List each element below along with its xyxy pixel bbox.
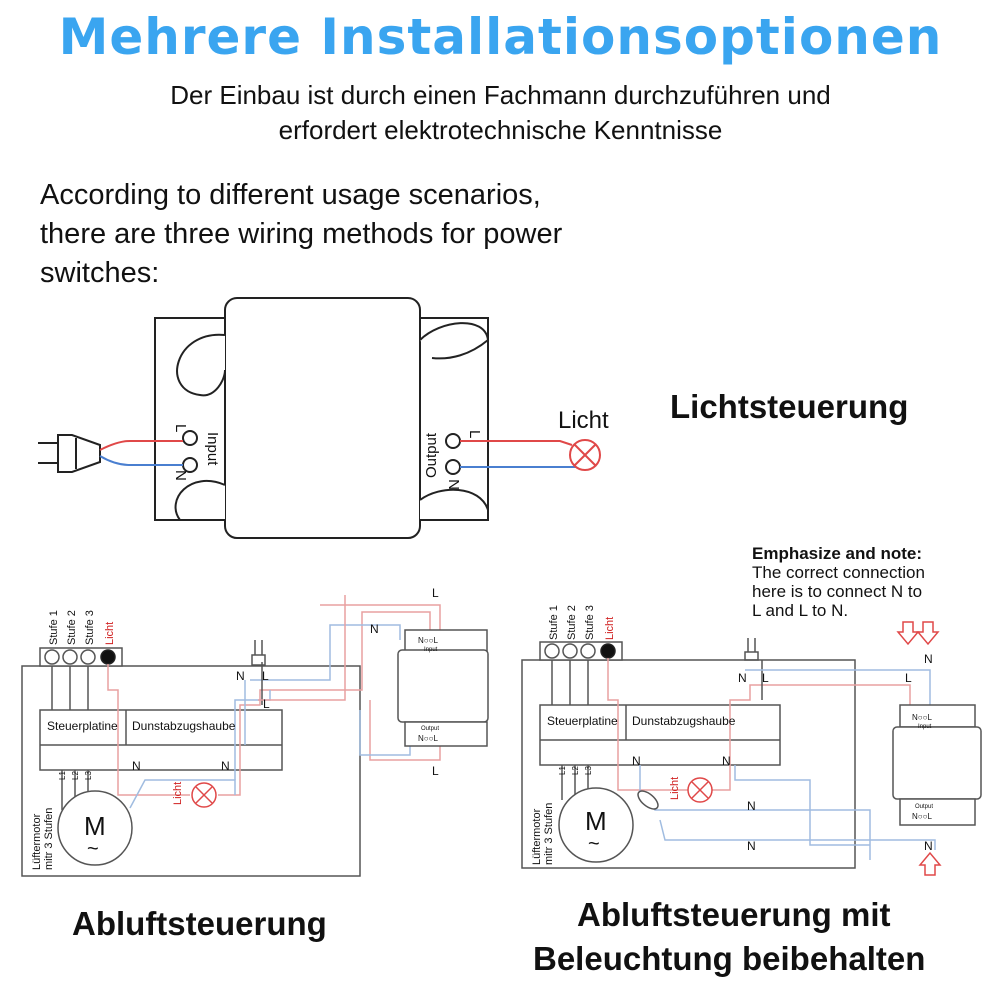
note-line-3: L and L to N. [752,601,849,620]
n-label-h: N [747,799,756,813]
down-arrow-icon [918,622,938,644]
l2-label-2: L2 [571,766,580,775]
heading-abluft-beleuchtung-2: Beleuchtung beibehalten [533,940,926,977]
intro-line-3: switches: [40,257,160,289]
l-label-top: L [432,586,439,600]
module-input-label: Input [424,647,438,653]
motor-tilde-2: ~ [588,833,600,855]
heading-abluftsteuerung: Abluftsteuerung [72,905,327,942]
switch-module-body [225,298,420,538]
stufe3-label-2: Stufe 3 [584,605,596,640]
licht-label-2: Licht [604,616,616,640]
n-label-f: N [632,754,641,768]
n-label-i: N [747,839,756,853]
module-output-terms-2: N○○L [912,812,932,821]
l-label-e: L [762,671,769,685]
note-line-2: here is to connect N to [752,582,923,601]
module-output-label: Output [421,726,440,732]
note-line-1: The correct connection [752,563,925,582]
n-label-top: N [924,652,933,666]
l1-label-2: L1 [558,766,567,775]
n-label-b: N [132,759,141,773]
n-label-c: N [221,759,230,773]
module-input-terms: N○○L [418,636,438,645]
input-n-label: N [172,470,189,481]
switch-module-small-2 [893,727,981,799]
lamp-icon [570,440,600,470]
subtitle-line-2: erfordert elektrotechnische Kenntnisse [278,115,723,145]
licht-terminal [101,650,115,664]
output-label: Output [423,432,440,478]
motor-label-2-2: mitr 3 Stufen [543,802,555,865]
lamp-label: Licht [558,407,609,434]
n-label-g: N [722,754,731,768]
n-label-d: N [370,622,379,636]
module-output-label-2: Output [915,804,934,810]
up-arrow-icon [920,853,940,875]
n-label-e: N [738,671,747,685]
module-output-terms: N○○L [418,734,438,743]
diagram-lichtsteuerung [155,298,488,538]
licht-lamp-label: Licht [172,781,184,805]
l1-label: L1 [58,771,67,780]
heading-lichtsteuerung: Lichtsteuerung [670,388,909,425]
board-label: Steuerplatine [47,719,118,733]
module-input-terms-2: N○○L [912,713,932,722]
intro-line-1: According to different usage scenarios, [40,179,541,211]
motor-symbol-2: M [585,806,607,836]
input-label: Input [204,432,221,466]
l-label-a: L [262,669,269,683]
stufe2-label: Stufe 2 [66,610,78,645]
note-title: Emphasize and note: [752,544,923,563]
intro-line-2: there are three wiring methods for power [40,218,563,250]
hood-label-2: Dunstabzugshaube [632,714,736,728]
motor-label-2: mitr 3 Stufen [43,807,55,870]
motor-label-1-2: Lüftermotor [531,808,543,865]
output-l-label: L [466,430,483,439]
down-arrow-icon [898,622,918,644]
hood-label: Dunstabzugshaube [132,719,236,733]
motor-symbol: M [84,811,106,841]
stufe2-label-2: Stufe 2 [566,605,578,640]
licht-terminal-2 [601,644,615,658]
module-input-label-2: Input [918,724,932,730]
l3-label: L3 [84,771,93,780]
licht-label: Licht [104,621,116,645]
power-plug-icon [38,435,100,472]
switch-module-small [398,650,488,722]
l2-label: L2 [71,771,80,780]
l-label-b: L [263,697,270,711]
stufe1-label: Stufe 1 [48,610,60,645]
input-l-label: L [172,424,189,433]
stufe3-label: Stufe 3 [84,610,96,645]
motor-label-1: Lüftermotor [31,813,43,870]
heading-abluft-beleuchtung-1: Abluftsteuerung mit [577,896,891,933]
n-label-bottom: N [924,839,933,853]
n-label-a: N [236,669,245,683]
page-title: Mehrere Installationsoptionen [58,8,943,66]
stufe1-label-2: Stufe 1 [548,605,560,640]
board-label-2: Steuerplatine [547,714,618,728]
l3-label-2: L3 [584,766,593,775]
motor-tilde: ~ [87,838,99,860]
subtitle-line-1: Der Einbau ist durch einen Fachmann durchzuführen und [170,80,831,110]
l-label-f: L [905,671,912,685]
l-label-bottom: L [432,764,439,778]
licht-lamp-label-2: Licht [669,776,681,800]
output-n-label: N [446,479,463,490]
